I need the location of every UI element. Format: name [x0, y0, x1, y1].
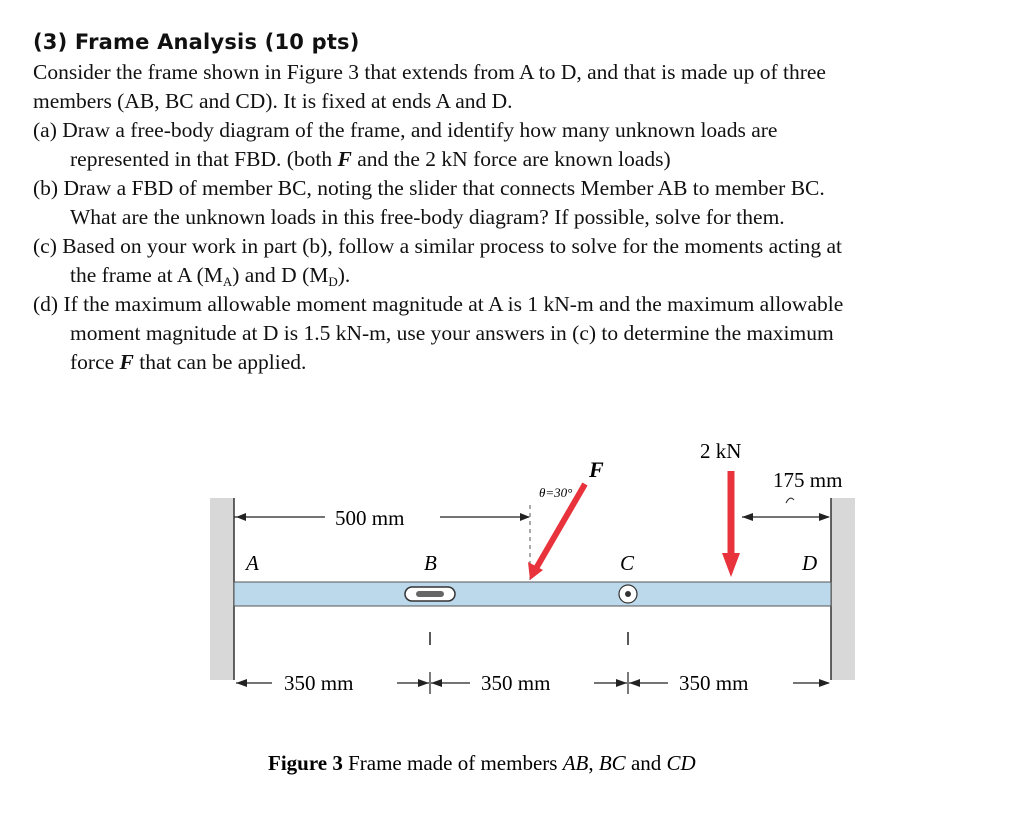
dim-350-1-arrow-right [418, 679, 429, 687]
dim-500-arrow-left [236, 513, 246, 521]
part-a-line-1: (a) Draw a free-body diagram of the frame, and identify how many unknown loads are [33, 118, 778, 142]
caption-pre: Frame made of members [342, 751, 563, 775]
caption-ab: AB [562, 751, 589, 775]
part-b-line-1: (b) Draw a FBD of member BC, noting the slider that connects Member AB to member BC. [33, 176, 825, 200]
part-c-text: the frame at A (M [70, 263, 223, 287]
part-a-text-end: and the 2 kN force are known loads) [351, 147, 671, 171]
part-b-line-2: What are the unknown loads in this free-body diagram? If possible, solve for them. [70, 205, 785, 229]
problem-heading: (3) Frame Analysis (10 pts) [33, 30, 360, 54]
force-2kn-label: 2 kN [700, 439, 742, 463]
dim-350-3-label: 350 mm [679, 671, 749, 695]
pin-c [625, 591, 631, 597]
dim-350-2-arrow-left [431, 679, 442, 687]
caption-sep2: and [625, 751, 667, 775]
right-wall [831, 498, 855, 680]
caption-cd: CD [666, 751, 696, 775]
part-d-line-1: (d) If the maximum allowable moment magnitude at A is 1 kN-m and the maximum allowable [33, 292, 844, 316]
caption-bold: Figure 3 [268, 751, 343, 775]
dim-350-1-label: 350 mm [284, 671, 354, 695]
label-c: C [620, 551, 635, 575]
part-c-line-1: (c) Based on your work in part (b), follow a similar process to solve for the moments acting at [33, 234, 843, 258]
part-d-text: force [70, 350, 120, 374]
force-symbol-2: F [119, 350, 134, 374]
part-d-text-end: that can be applied. [133, 350, 307, 374]
caption-bc: BC [598, 751, 626, 775]
caption-sep1: , [588, 751, 599, 775]
intro-line-2: members (AB, BC and CD). It is fixed at ends A and D. [33, 89, 513, 113]
force-f-label: F [589, 457, 604, 482]
theta-label: θ=30° [539, 485, 573, 500]
dim-175-arrow-right [819, 513, 830, 521]
dim-175-arrow-left [742, 513, 753, 521]
force-symbol: F [337, 147, 352, 171]
dim-175-label: 175 mm [773, 468, 843, 492]
part-d-line-2: moment magnitude at D is 1.5 kN-m, use your answers in (c) to determine the maximum [70, 321, 834, 345]
dim-350-3-arrow-right [819, 679, 830, 687]
label-a: A [246, 551, 259, 575]
label-b: B [424, 551, 437, 575]
part-c-text-end: ). [337, 263, 351, 287]
left-wall [210, 498, 234, 680]
dim-500-label: 500 mm [335, 506, 405, 530]
dim-350-2-arrow-right [616, 679, 627, 687]
part-c-text-mid: ) and D (M [232, 263, 329, 287]
slider-pin [416, 591, 444, 597]
force-2kn-head [722, 553, 740, 577]
label-d: D [802, 551, 818, 575]
dim-175-leader [786, 498, 794, 503]
figure-caption [268, 751, 696, 775]
subscript-d: D [328, 274, 338, 289]
beam [234, 582, 831, 606]
dim-350-3-arrow-left [629, 679, 640, 687]
subscript-a: A [222, 274, 233, 289]
dim-350-1-arrow-left [236, 679, 247, 687]
dim-350-2-label: 350 mm [481, 671, 551, 695]
intro-line-1: Consider the frame shown in Figure 3 that extends from A to D, and that is made up of three [33, 60, 826, 84]
part-a-text: represented in that FBD. (both [70, 147, 338, 171]
